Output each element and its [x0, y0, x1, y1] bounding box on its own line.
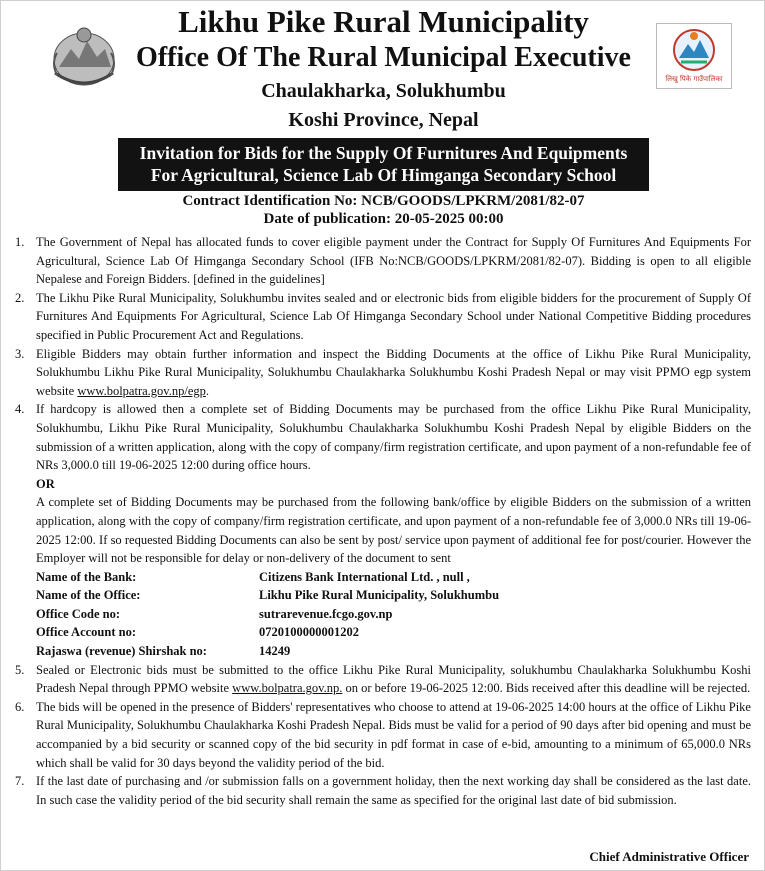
- item-number: 5.: [15, 662, 25, 677]
- item-number: 7.: [15, 774, 25, 789]
- bank-detail-row: [15, 642, 751, 661]
- list-item: [15, 345, 751, 401]
- item-text-tail: .: [205, 383, 209, 398]
- or-paragraph: A complete set of Bidding Documents may be purchased from the following bank/office by eligible Bidders on the submission of a written application, along with the copy of company/firm registration certificate, and upon payment of a non-refundable fee of 3,000.0 NRs till 19-06-2025 12:00. If so requested Bidding Documents can also be sent by post/ service upon payment of additional fee for post/courier. However the Employer will not be responsible for delay or non-delivery of the document to sent: [36, 495, 751, 566]
- contract-identification: Contract Identification No: NCB/GOODS/LPKRM/2081/82-07: [182, 193, 585, 209]
- notice-banner: [118, 138, 649, 191]
- item-number: 6.: [15, 699, 25, 714]
- item-text-tail: on or before 19-06-2025 12:00. Bids received after this deadline will be rejected.: [342, 681, 751, 696]
- bolpatra-link[interactable]: www.bolpatra.gov.np.: [232, 681, 343, 696]
- address-line-1: Chaulakharka, Solukhumbu: [261, 80, 506, 102]
- bank-detail-label: Office Account no:: [36, 625, 136, 640]
- bank-detail-row: [15, 605, 751, 624]
- bank-detail-label: Rajaswa (revenue) Shirshak no:: [36, 644, 207, 659]
- bank-detail-row: [15, 586, 751, 605]
- municipality-title: Likhu Pike Rural Municipality: [178, 4, 589, 39]
- banner-line-1: Invitation for Bids for the Supply Of Furnitures And Equipments: [139, 143, 628, 163]
- bank-detail-value: 0720100000001202: [259, 625, 359, 640]
- item-number: 3.: [15, 346, 25, 361]
- item-number: 2.: [15, 290, 25, 305]
- list-item: [15, 698, 751, 772]
- bank-detail-label: Office Code no:: [36, 606, 121, 621]
- bank-detail-value: Citizens Bank International Ltd. , null ,: [259, 569, 470, 584]
- signature-title: Chief Administrative Officer: [589, 849, 749, 864]
- bank-detail-label: Name of the Bank:: [36, 569, 137, 584]
- or-label: OR: [36, 476, 55, 491]
- office-title: Office Of The Rural Municipal Executive: [136, 42, 631, 73]
- notice-body: [15, 233, 751, 809]
- bolpatra-egp-link[interactable]: www.bolpatra.gov.np/egp: [77, 383, 206, 398]
- item-text: If the last date of purchasing and /or submission falls on a government holiday, then the next working day shall be considered as the last date. In such case the validity period of the bid security shall remain the same as specified for the original last date of bid submission.: [36, 774, 751, 807]
- banner-line-2: For Agricultural, Science Lab Of Himganga Secondary School: [150, 165, 617, 185]
- list-item: [15, 289, 751, 345]
- bank-detail-label: Name of the Office:: [36, 588, 141, 603]
- item-text: The bids will be opened in the presence of Bidders' representatives who choose to attend at 19-06-2025 14:00 hours at the office of Likhu Pike Rural Municipality, Solukhumbu Chaulakharka Koshi Pradesh Nepal. Bids must be valid for a period of 90 days after bid opening and must be accompanied by a bid security or scanned copy of the bid security in pdf format in case of e-bid, amounting to a minimum of 65,000.0 NRs which shall be valid for 30 days beyond the validity period of the bid.: [36, 699, 751, 770]
- list-item: [15, 772, 751, 809]
- item-text: Eligible Bidders may obtain further information and inspect the Bidding Documents at the office of Likhu Pike Rural Municipality, Solukhumbu Likhu Pike Rural Municipality, Solukhumbu Chaulakharka Solukhumbu Koshi Pradesh Nepal or may visit PPMO egp system website: [36, 346, 751, 398]
- list-item: [15, 233, 751, 289]
- list-item: [15, 400, 751, 474]
- item-number: 4.: [15, 402, 25, 417]
- item-text: Sealed or Electronic bids must be submitted to the office Likhu Pike Rural Municipality, solukhumbu Chaulakharka Solukhumbu Koshi Pradesh Nepal through PPMO website: [36, 662, 751, 696]
- item-number: 1.: [15, 235, 25, 249]
- bank-detail-row: [15, 568, 751, 587]
- address-line-2: Koshi Province, Nepal: [288, 109, 479, 131]
- bank-detail-value: 14249: [259, 644, 291, 659]
- bank-detail-value: Likhu Pike Rural Municipality, Solukhumbu: [259, 588, 500, 603]
- item-text: The Likhu Pike Rural Municipality, Solukhumbu invites sealed and or electronic bids from eligible bidders for the procurement of Supply Of Furnitures And Equipments For Agricultural, Science Lab Of Himganga Secondary School under National Competitive Bidding procedures specified in Public Procurement Act and Regulations.: [36, 290, 751, 342]
- list-item: [15, 661, 751, 698]
- item-text: The Government of Nepal has allocated funds to cover eligible payment under the Contract for Supply Of Furnitures And Equipments For Agricultural, Science Lab Of Himganga Secondary School (IFB No:NCB/GOODS/LPKRM/2081/82-07). Bidding is open to all eligible Nepalese and Foreign Bidders. [defined in the guidelines]: [36, 235, 751, 287]
- item-text: If hardcopy is allowed then a complete set of Bidding Documents may be purchased from the office Likhu Pike Rural Municipality, Solukhumbu, Likhu Pike Rural Municipality, Solukhumbu Chaulakharka Solukhumbu Koshi Pradesh Nepal by eligible Bidders on the submission of a written application, along with the copy of company/firm registration certificate, and upon payment of a non-refundable fee of NRs 3,000.0 till 19-06-2025 12:00 during office hours.: [36, 402, 751, 473]
- publication-date: Date of publication: 20-05-2025 00:00: [263, 211, 504, 227]
- bank-detail-value: sutrarevenue.fcgo.gov.np: [259, 606, 393, 621]
- bank-detail-row: [15, 623, 751, 642]
- logo-caption: लिखु पिके गाउँपालिका: [665, 75, 723, 83]
